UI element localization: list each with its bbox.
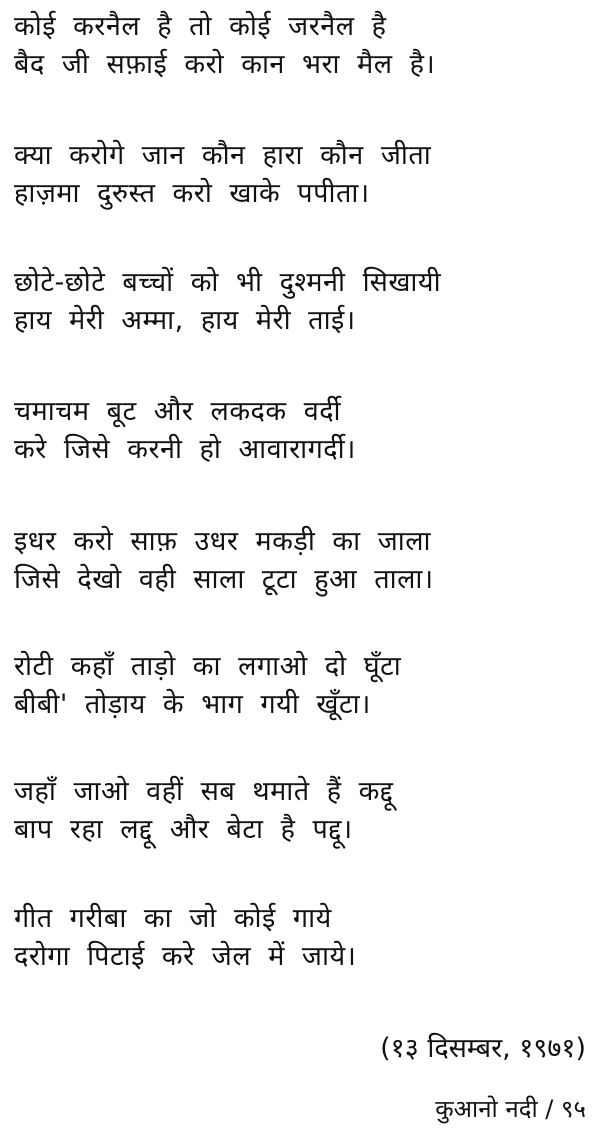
poem-line: बीबी' तोड़ाय के भाग गयी खूँटा। — [14, 689, 371, 720]
poem-date: (१३ दिसम्बर, १९७१) — [380, 1033, 586, 1064]
footer-separator: / — [545, 1095, 554, 1123]
poem-line: बैद जी सफ़ाई करो कान भरा मैल है। — [14, 49, 436, 80]
poem-line: दरोगा पिटाई करे जेल में जाये। — [14, 941, 357, 972]
poem-line: इधर करो साफ़ उधर मकड़ी का जाला — [14, 526, 432, 557]
poem-line: करे जिसे करनी हो आवारागर्दी। — [14, 434, 356, 465]
stanza-3 — [14, 264, 464, 340]
poem-line: चमाचम बूट और लकदक वर्दी — [14, 396, 342, 427]
poem-line: छोटे-छोटे बच्चों को भी दुश्मनी सिखायी — [14, 267, 442, 298]
stanza-1 — [14, 8, 464, 84]
poem-line: हाय मेरी अम्मा, हाय मेरी ताई। — [14, 305, 356, 336]
poem-line: रोटी कहाँ ताड़ो का लगाओ दो घूँटा — [14, 651, 402, 682]
stanza-2 — [14, 137, 464, 213]
stanza-7 — [14, 773, 464, 849]
poem-line: क्या करोगे जान कौन हारा कौन जीता — [14, 140, 432, 171]
poem-line: जहाँ जाओ वहीं सब थमाते हैं कद्दू — [14, 776, 394, 807]
book-title: कुआनो नदी — [435, 1095, 538, 1123]
poem-line: हाज़मा दुरुस्त करो खाके पपीता। — [14, 178, 370, 209]
poem-line: बाप रहा लद्दू और बेटा है पद्दू। — [14, 814, 353, 845]
poem-line: गीत गरीबा का जो कोई गाये — [14, 903, 332, 934]
stanza-5 — [14, 523, 464, 599]
page-footer — [435, 1092, 586, 1125]
page-number: ९५ — [561, 1095, 586, 1123]
stanza-8 — [14, 900, 464, 976]
stanza-6 — [14, 648, 464, 724]
stanza-4 — [14, 393, 464, 469]
poem-line: कोई करनैल है तो कोई जरनैल है — [14, 11, 387, 42]
poem-line: जिसे देखो वही साला टूटा हुआ ताला। — [14, 564, 434, 595]
